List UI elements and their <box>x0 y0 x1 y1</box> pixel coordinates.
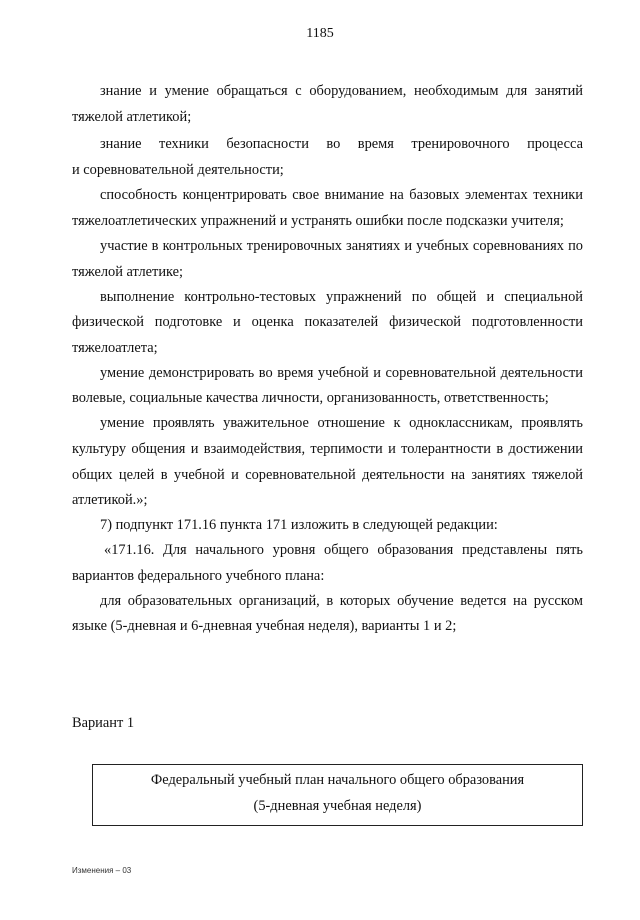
variant-label: Вариант 1 <box>72 715 135 731</box>
table-title-line-1: Федеральный учебный план начального общего образования <box>150 772 525 788</box>
footer-revision: Изменения – 03 <box>72 866 132 875</box>
paragraph-4-line-2: тяжелой атлетике; <box>72 264 184 280</box>
paragraph-8-line-1: 7) подпункт 171.16 пункта 171 изложить в следующей редакции: <box>100 517 498 533</box>
paragraph-9-line-1: «171.16. Для начального уровня общего образования представлены пять <box>104 542 583 558</box>
paragraph-3-line-2: тяжелоатлетических упражнений и устранять ошибки после подсказки учителя; <box>72 213 564 229</box>
paragraph-6-line-2: волевые, социальные качества личности, организованность, ответственность; <box>72 390 549 406</box>
paragraph-5-line-1: выполнение контрольно-тестовых упражнений по общей и специальной <box>100 289 583 305</box>
paragraph-7-line-4: атлетикой.»; <box>72 492 148 508</box>
paragraph-2-line-2: и соревновательной деятельности; <box>72 162 284 178</box>
paragraph-5-line-3: тяжелоатлета; <box>72 340 158 356</box>
paragraph-4-line-1: участие в контрольных тренировочных занятиях и учебных соревнованиях по <box>100 238 583 254</box>
paragraph-7-line-3: общих целей в учебной и соревновательной деятельности на занятиях тяжелой <box>72 467 583 483</box>
paragraph-10-line-2: языке (5-дневная и 6-дневная учебная неделя), варианты 1 и 2; <box>72 618 457 634</box>
paragraph-7-line-2: культуру общения и взаимодействия, терпимости и толерантности в достижении <box>72 441 583 457</box>
curriculum-table-header <box>92 764 583 826</box>
paragraph-10-line-1: для образовательных организаций, в которых обучение ведется на русском <box>100 593 583 609</box>
table-title-line-2: (5-дневная учебная неделя) <box>253 798 422 814</box>
paragraph-2-line-1: знание техники безопасности во время тренировочного процесса <box>100 136 583 152</box>
paragraph-3-line-1: способность концентрировать свое внимание на базовых элементах техники <box>100 187 583 203</box>
paragraph-1-line-2: тяжелой атлетикой; <box>72 109 192 125</box>
paragraph-7-line-1: умение проявлять уважительное отношение к одноклассникам, проявлять <box>100 415 583 431</box>
page-number: 1185 <box>306 26 334 41</box>
paragraph-9-line-2: вариантов федерального учебного плана: <box>72 568 325 584</box>
paragraph-5-line-2: физической подготовке и оценка показателей физической подготовленности <box>72 314 583 330</box>
paragraph-6-line-1: умение демонстрировать во время учебной и соревновательной деятельности <box>100 365 583 381</box>
paragraph-1-line-1: знание и умение обращаться с оборудованием, необходимым для занятий <box>100 83 583 99</box>
